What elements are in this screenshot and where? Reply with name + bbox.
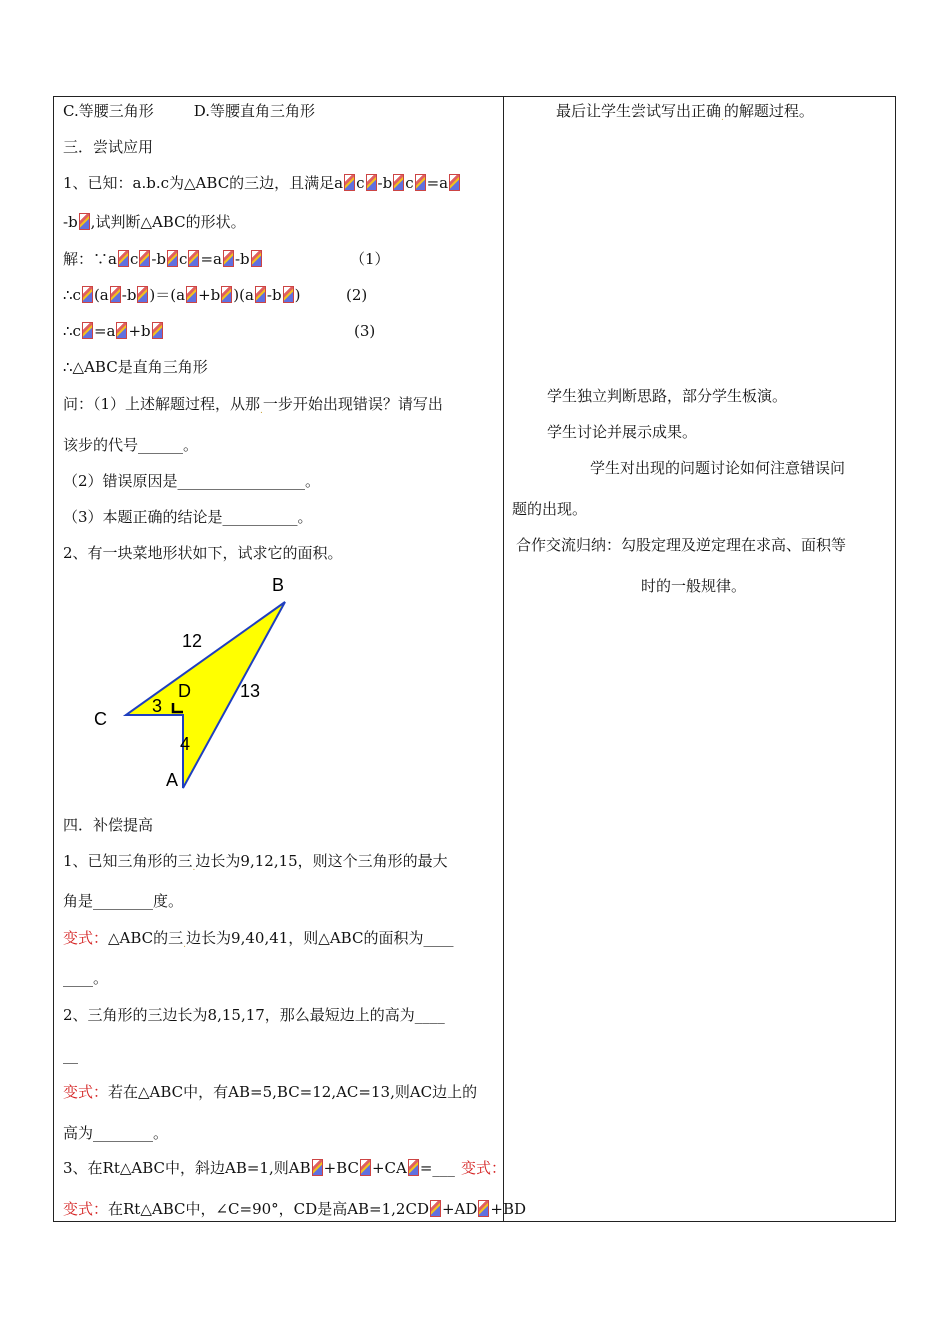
formula-image-icon	[139, 250, 150, 267]
formula-image-icon	[167, 250, 178, 267]
label-3: 3	[152, 696, 163, 716]
formula-image-icon	[118, 250, 129, 267]
formula-image-icon	[223, 250, 234, 267]
option-c: C.等腰三角形	[63, 102, 154, 120]
formula-image-icon	[152, 322, 163, 339]
practice-2: 2、三角形的三边长为8,15,17，那么最短边上的高为____	[63, 1006, 445, 1024]
question-1-line-2: -b ,试判断△ABC的形状。	[63, 213, 246, 231]
formula-image-icon	[415, 174, 426, 191]
formula-image-icon	[82, 286, 93, 303]
formula-image-icon	[116, 322, 127, 339]
formula-image-icon	[312, 1159, 323, 1176]
practice-1-cont: 角是________度。	[63, 892, 184, 910]
solution-step-1: 解：∵a c -b c =a -b	[63, 249, 263, 269]
ask-1-cont: 该步的代号______。	[63, 436, 199, 454]
section-4-heading: 四．补偿提高	[63, 816, 154, 834]
right-note-3: 学生讨论并展示成果。	[547, 423, 698, 441]
variant-1-cont: ____。	[63, 969, 109, 987]
question-2: 2、有一块菜地形状如下，试求它的面积。	[63, 544, 343, 562]
label-C: C	[94, 709, 107, 729]
formula-image-icon	[110, 286, 121, 303]
formula-image-icon	[408, 1159, 419, 1176]
formula-image-icon	[79, 213, 90, 230]
formula-image-icon	[251, 250, 262, 267]
column-divider	[503, 97, 504, 1221]
formula-image-icon	[255, 286, 266, 303]
label-4: 4	[180, 734, 191, 754]
right-note-4: 学生对出现的问题讨论如何注意错误问	[590, 459, 846, 477]
label-B: B	[272, 575, 285, 595]
variant-label: 变式：	[460, 1159, 506, 1177]
formula-image-icon	[283, 286, 294, 303]
section-3-heading: 三．尝试应用	[63, 138, 154, 156]
conclusion: ∴△ABC是直角三角形	[63, 358, 208, 376]
practice-3: 3、在Rt△ABC中，斜边AB=1,则AB +BC +CA =___ 变式：	[63, 1159, 506, 1177]
ask-1: 问：（1）上述解题过程，从那$_.$一步开始出现错误？请写出	[63, 395, 443, 416]
formula-image-icon	[478, 1200, 489, 1217]
solution-step-2: ∴c (a -b )＝(a +b )(a -b )	[63, 286, 301, 304]
right-note-6: 合作交流归纳：勾股定理及逆定理在求高、面积等	[516, 536, 847, 554]
formula-image-icon	[344, 174, 355, 191]
variant-label: 变式：	[63, 1083, 109, 1101]
right-note-5: 题的出现。	[512, 500, 588, 518]
variant-2: 变式：若在△ABC中，有AB=5,BC=12,AC=13,则AC边上的	[63, 1083, 478, 1101]
vegetable-plot-figure	[54, 567, 494, 797]
practice-2-cont: __	[63, 1046, 78, 1064]
practice-1: 1、已知三角形的三$_.$边长为9,12,15，则这个三角形的最大	[63, 852, 448, 873]
variant-3: 变式：在Rt△ABC中，∠C=90°，CD是高AB=1,2CD +AD +BD	[63, 1200, 527, 1218]
formula-image-icon	[137, 286, 148, 303]
label-D: D	[178, 681, 191, 701]
solution-step-3: ∴c =a +b	[63, 321, 164, 341]
variant-label: 变式：	[63, 929, 109, 947]
formula-image-icon	[186, 286, 197, 303]
option-line	[63, 101, 315, 121]
step-number-2: (2)	[346, 286, 368, 304]
ask-2: （2）错误原因是_________________。	[63, 472, 321, 490]
formula-image-icon	[393, 174, 404, 191]
option-d: D.等腰直角三角形	[193, 102, 315, 120]
label-13: 13	[240, 681, 261, 701]
formula-image-icon	[188, 250, 199, 267]
formula-image-icon	[449, 174, 460, 191]
step-number-1: （1）	[350, 250, 390, 268]
variant-2-cont: 高为________。	[63, 1124, 169, 1142]
right-note-2: 学生独立判断思路，部分学生板演。	[547, 387, 788, 405]
ask-3: （3）本题正确的结论是__________。	[63, 508, 313, 526]
lesson-table	[53, 96, 896, 1222]
label-A: A	[166, 770, 179, 790]
right-note-7: 时的一般规律。	[641, 577, 747, 595]
plot-shape	[126, 602, 285, 788]
formula-image-icon	[360, 1159, 371, 1176]
label-12: 12	[182, 631, 203, 651]
step-number-3: (3)	[354, 322, 376, 340]
right-note-1: 最后让学生尝试写出正确$_.$的解题过程。	[556, 102, 814, 123]
formula-image-icon	[82, 322, 93, 339]
formula-image-icon	[366, 174, 377, 191]
variant-1: 变式：△ABC的三$_.$边长为9,40,41，则△ABC的面积为____	[63, 929, 454, 950]
formula-image-icon	[430, 1200, 441, 1217]
variant-label: 变式：	[63, 1200, 109, 1218]
question-1-line-1: 1、已知：a.b.c为△ABC的三边，且满足a c -b c =a	[63, 173, 461, 193]
formula-image-icon	[221, 286, 232, 303]
